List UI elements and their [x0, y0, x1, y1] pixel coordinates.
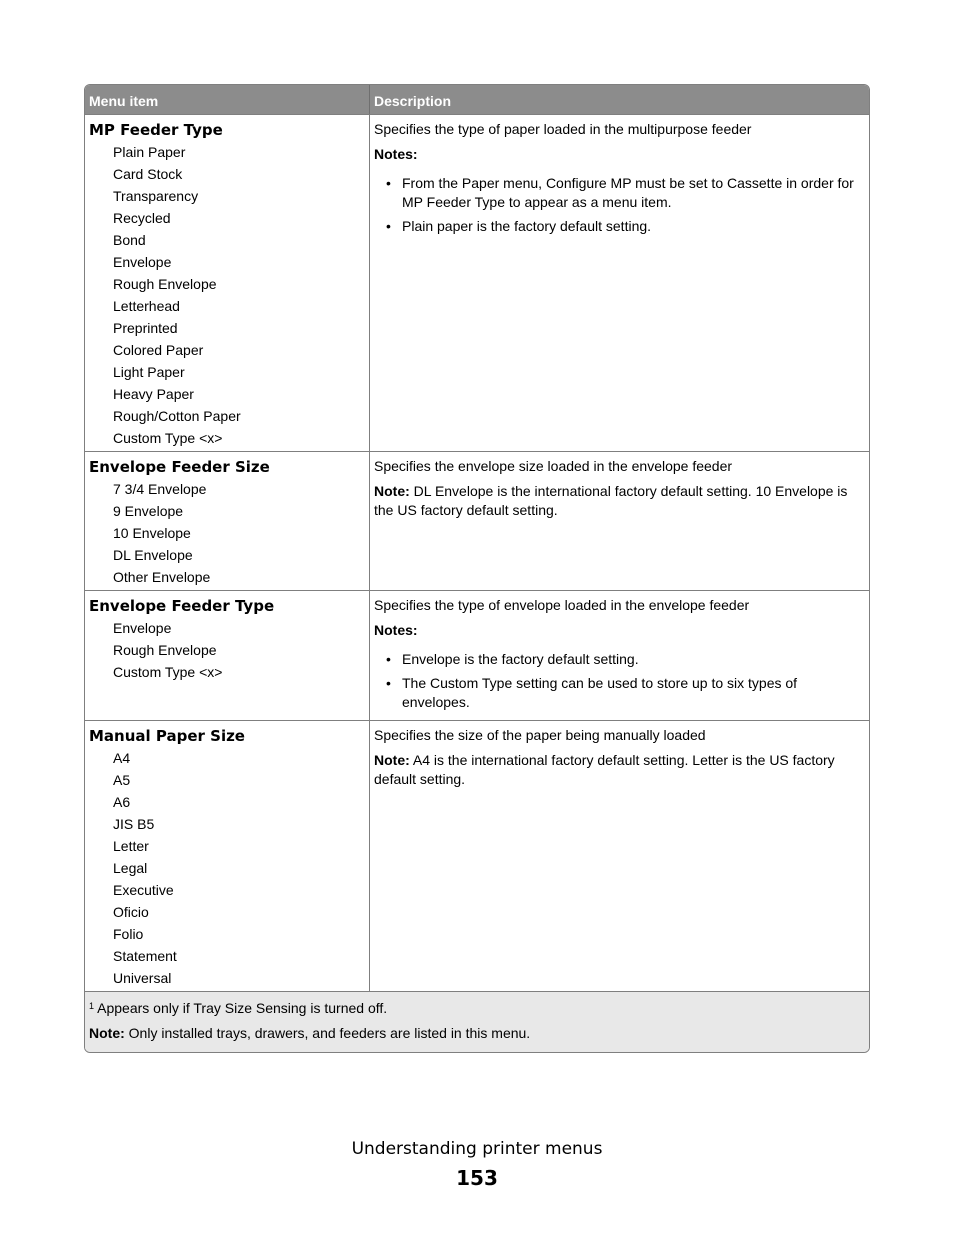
option: A5: [113, 772, 131, 788]
option: Custom Type <x>: [113, 430, 223, 446]
option: Plain Paper: [113, 144, 186, 160]
menu-options: [89, 617, 365, 683]
option: Letterhead: [113, 298, 180, 314]
note-paragraph: [374, 751, 865, 789]
option: Preprinted: [113, 320, 178, 336]
table-note-label: Note:: [89, 1025, 125, 1041]
menu-item-cell: [85, 721, 370, 991]
menu-item-cell: [85, 452, 370, 590]
table-note: [89, 1023, 865, 1043]
option: A4: [113, 750, 131, 766]
description-cell: [370, 452, 869, 590]
header-menu-item: Menu item: [85, 85, 370, 114]
notes-list: [374, 174, 865, 236]
description-cell: [370, 591, 869, 720]
option: Universal: [113, 970, 172, 986]
option: JIS B5: [113, 816, 155, 832]
table-row: [85, 451, 869, 590]
option: Letter: [113, 838, 149, 854]
menu-table: [84, 84, 870, 1053]
option: Recycled: [113, 210, 171, 226]
note-bullet: • Envelope is the factory default setting.: [402, 650, 865, 669]
menu-item-title: Envelope Feeder Size: [89, 458, 270, 476]
option: Transparency: [113, 188, 199, 204]
menu-item-title: Envelope Feeder Type: [89, 597, 275, 615]
menu-item-cell: [85, 115, 370, 451]
option: 7 3/4 Envelope: [113, 481, 207, 497]
table-note-text: Only installed trays, drawers, and feeders are listed in this menu.: [124, 1025, 531, 1041]
table-footer: [85, 991, 869, 1052]
notes-list: [374, 650, 865, 712]
option: A6: [113, 794, 131, 810]
description-cell: [370, 115, 869, 451]
option: Colored Paper: [113, 342, 204, 358]
option: Custom Type <x>: [113, 664, 223, 680]
menu-item-title: Manual Paper Size: [89, 727, 245, 745]
option: Legal: [113, 860, 148, 876]
note-bullet: • Plain paper is the factory default setting.: [402, 217, 865, 236]
note-bullet: • From the Paper menu, Configure MP must be set to Cassette in order for MP Feeder Type to appear as a menu item.: [402, 174, 865, 212]
description-text: Specifies the type of envelope loaded in the envelope feeder: [374, 597, 750, 613]
description-text: Specifies the envelope size loaded in the envelope feeder: [374, 458, 733, 474]
menu-options: [89, 141, 365, 449]
option: DL Envelope: [113, 547, 193, 563]
table-row: [85, 590, 869, 720]
table-header: [85, 85, 869, 114]
footnote-marker: 1: [89, 1001, 95, 1011]
option: Card Stock: [113, 166, 183, 182]
menu-options: [89, 747, 365, 989]
note-paragraph: [374, 482, 865, 520]
option: Rough Envelope: [113, 642, 217, 658]
option: Heavy Paper: [113, 386, 194, 402]
description-text: Specifies the size of the paper being manually loaded: [374, 727, 706, 743]
option: Bond: [113, 232, 146, 248]
option: Rough/Cotton Paper: [113, 408, 241, 424]
option: Light Paper: [113, 364, 185, 380]
chapter-title: Understanding printer menus: [351, 1139, 603, 1159]
footnote: [89, 998, 865, 1018]
menu-item-cell: [85, 591, 370, 720]
description-cell: [370, 721, 869, 991]
menu-options: [89, 478, 365, 588]
note-label: Note:: [374, 483, 410, 499]
header-description: Description: [374, 93, 452, 109]
footnote-text: Appears only if Tray Size Sensing is turned off.: [94, 1000, 388, 1016]
option: Folio: [113, 926, 144, 942]
option: Envelope: [113, 620, 172, 636]
option: Envelope: [113, 254, 172, 270]
option: Rough Envelope: [113, 276, 217, 292]
note-bullet: • The Custom Type setting can be used to store up to six types of envelopes.: [402, 674, 865, 712]
table-row: [85, 114, 869, 451]
option: Statement: [113, 948, 177, 964]
option: 9 Envelope: [113, 503, 184, 519]
menu-item-title: MP Feeder Type: [89, 121, 223, 139]
note-text: A4 is the international factory default setting. Letter is the US factory default setting.: [374, 752, 835, 787]
option: Other Envelope: [113, 569, 211, 585]
notes-label: Notes:: [374, 622, 418, 638]
note-text: DL Envelope is the international factory default setting. 10 Envelope is the US factory default setting.: [374, 483, 848, 518]
description-text: Specifies the type of paper loaded in the multipurpose feeder: [374, 121, 752, 137]
notes-label: Notes:: [374, 146, 418, 162]
note-label: Note:: [374, 752, 410, 768]
option: Oficio: [113, 904, 149, 920]
table-row: [85, 720, 869, 991]
option: 10 Envelope: [113, 525, 191, 541]
page-number: 153: [456, 1166, 498, 1190]
option: Executive: [113, 882, 174, 898]
